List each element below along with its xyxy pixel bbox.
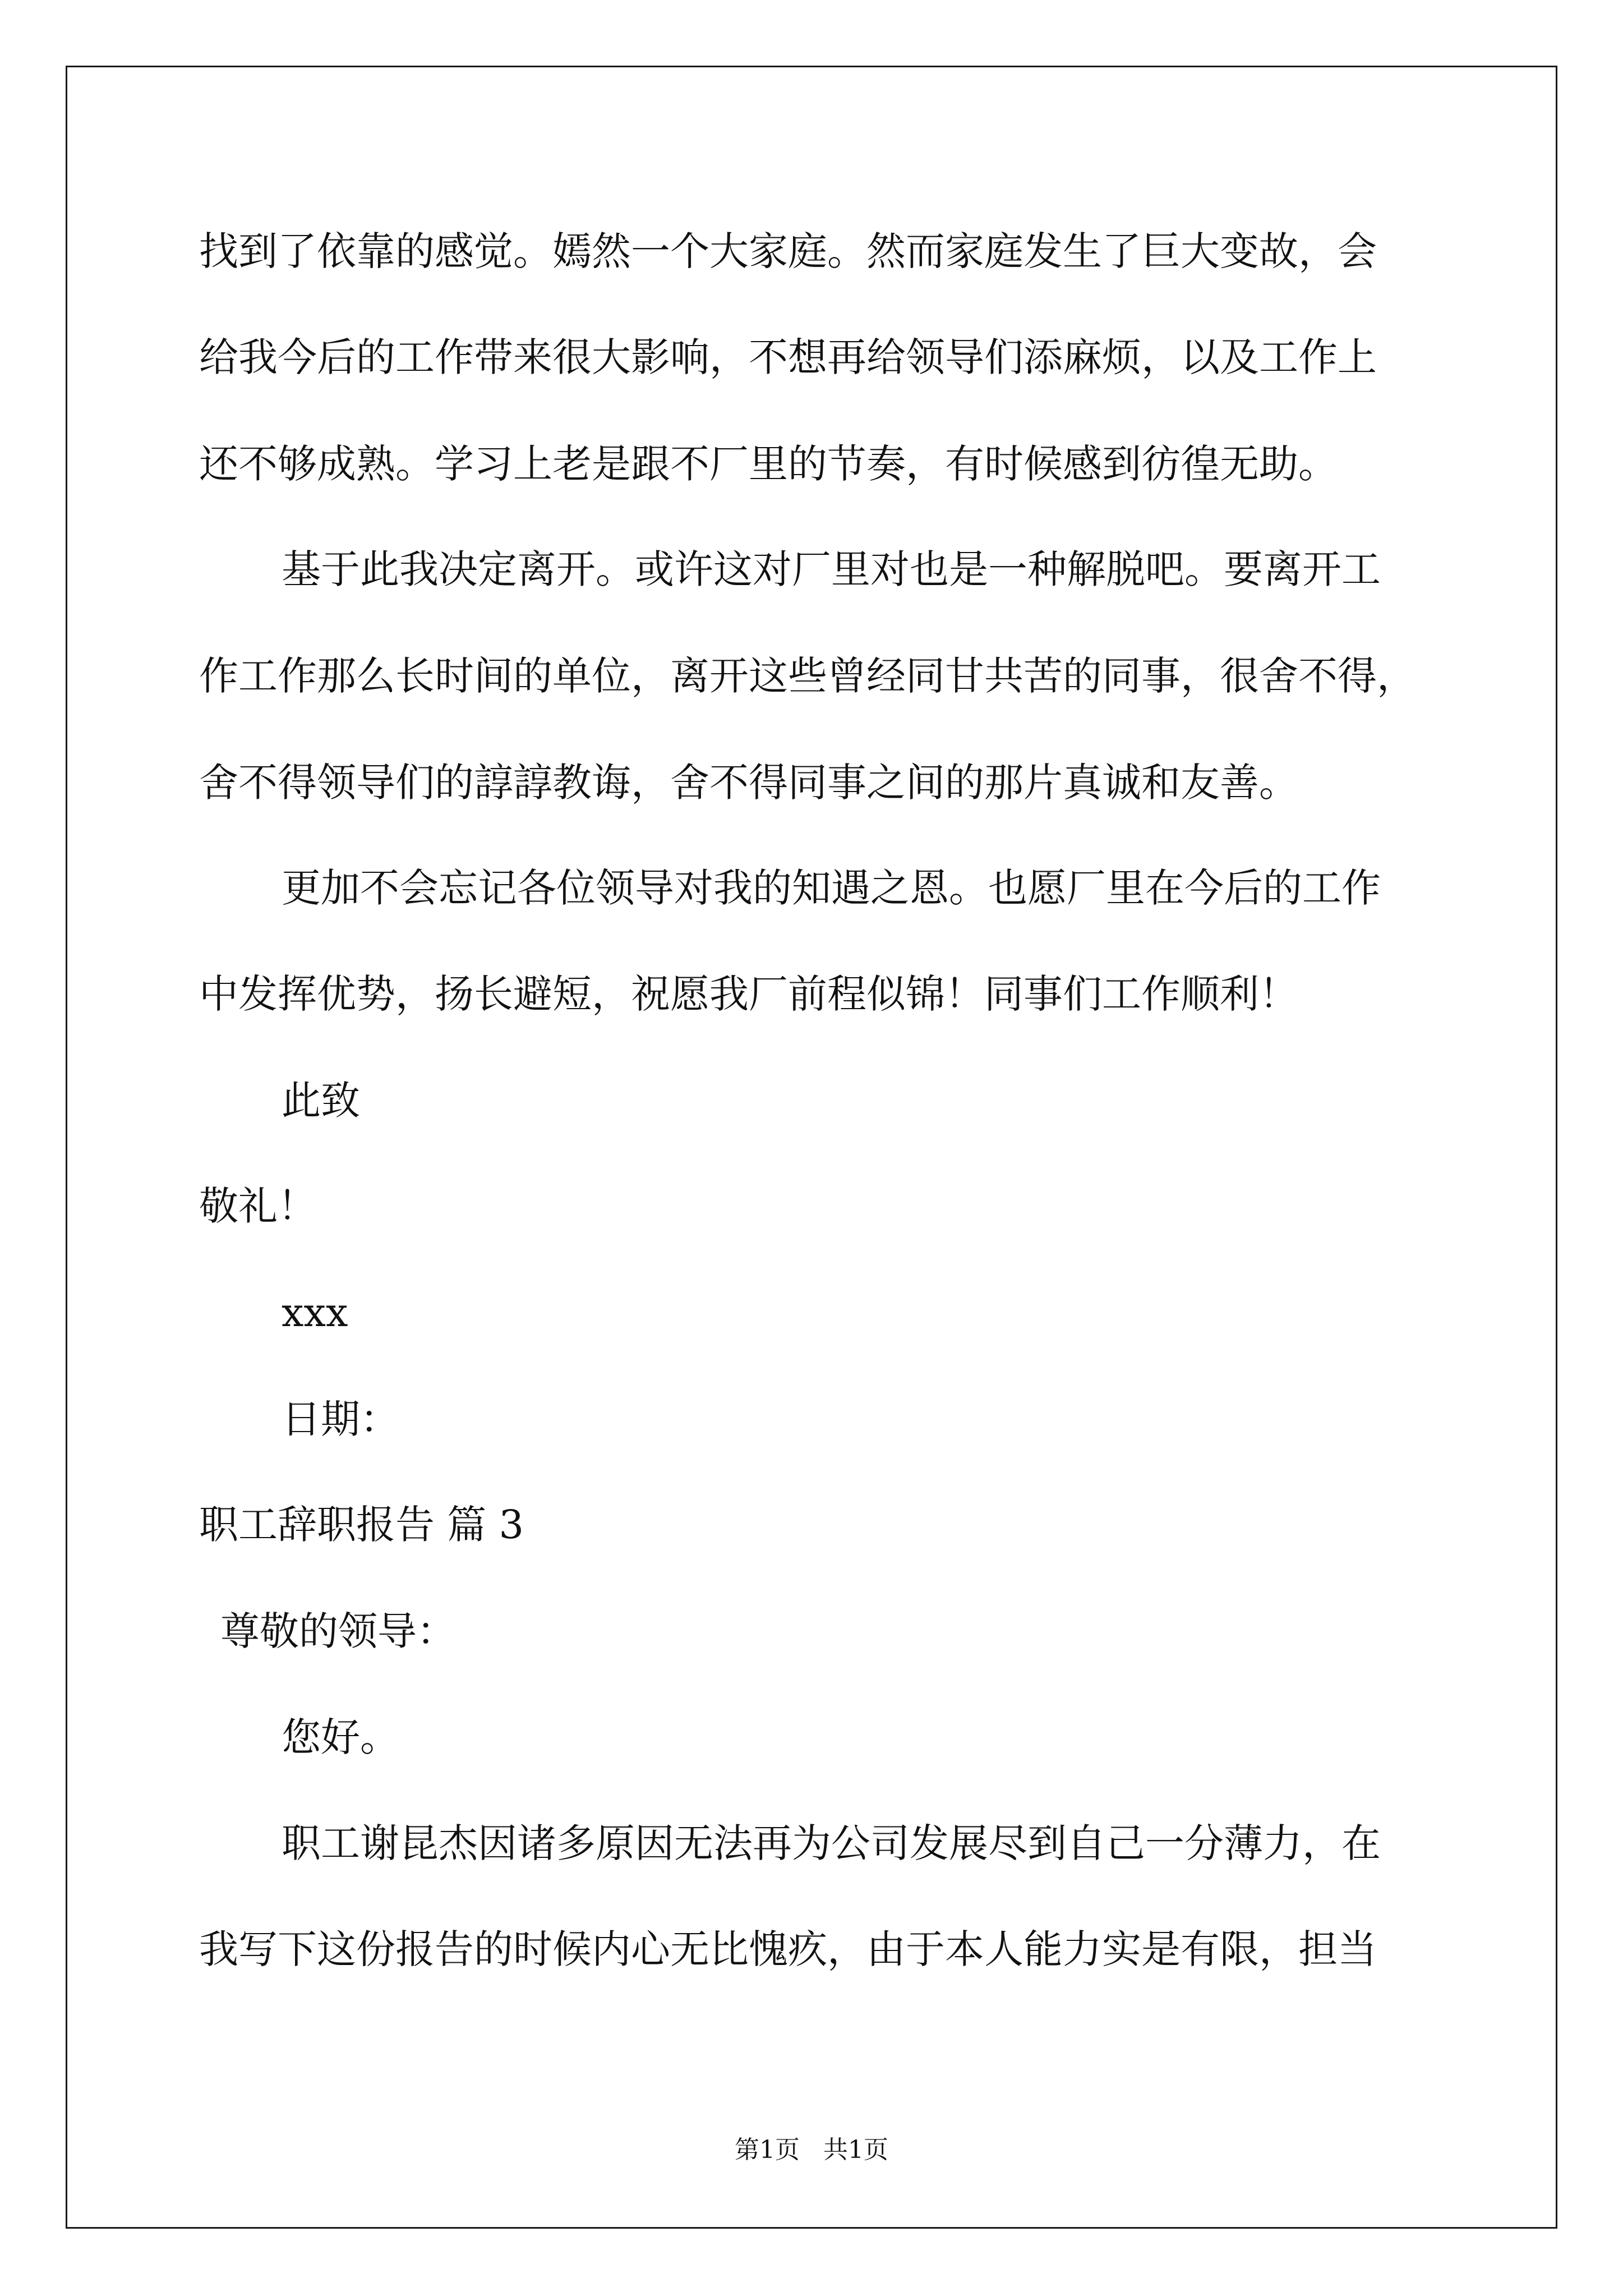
paragraph-line: 中发挥优势，扬长避短，祝愿我厂前程似锦！同事们工作顺利！ [199,971,1298,1017]
paragraph-line: 基于此我决定离开。或许这对厂里对也是一种解脱吧。要离开工 [282,546,1381,592]
page-border [66,66,1557,2229]
paragraph-line: 给我今后的工作带来很大影响，不想再给领导们添麻烦，以及工作上 [199,334,1377,380]
page-footer: 第1页 共1页 [735,2136,888,2164]
salutation: 尊敬的领导： [220,1608,456,1654]
paragraph-line: 我写下这份报告的时候内心无比愧疚，由于本人能力实是有限，担当 [199,1926,1377,1972]
date-label: 日期： [282,1396,399,1442]
paragraph-line: 舍不得领导们的諄諄教诲，舍不得同事之间的那片真诚和友善。 [199,760,1298,806]
paragraph-line: 更加不会忘记各位领导对我的知遇之恩。也愿厂里在今后的工作 [282,865,1381,911]
paragraph-line: 职工谢昆杰因诸多原因无法再为公司发展尽到自己一分薄力，在 [282,1820,1381,1866]
greeting: 您好。 [282,1714,399,1760]
section-title: 职工辞职报告 篇 3 [199,1502,524,1548]
signature-name: xxx [282,1290,348,1336]
closing-salute: 敬礼！ [199,1183,317,1229]
paragraph-line: 找到了依靠的感觉。嫣然一个大家庭。然而家庭发生了巨大变故，会 [199,228,1377,274]
paragraph-line: 作工作那么长时间的单位，离开这些曾经同甘共苦的同事，很舍不得， [199,653,1416,699]
closing-line: 此致 [282,1078,360,1124]
paragraph-line: 还不够成熟。学习上老是跟不厂里的节奏，有时候感到彷徨无助。 [199,441,1338,487]
